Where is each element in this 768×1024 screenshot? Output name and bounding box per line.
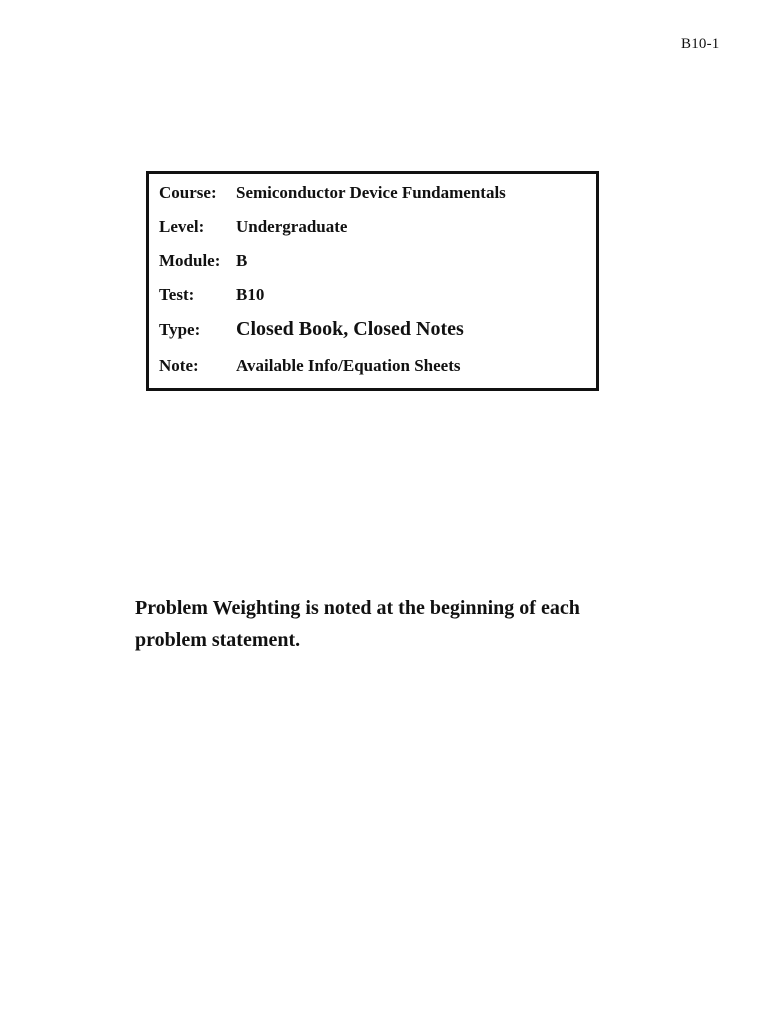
page-id: B10-1 xyxy=(681,36,720,52)
note-row xyxy=(159,356,461,376)
type-label: Type: xyxy=(159,320,201,339)
test-label: Test: xyxy=(159,285,195,304)
module-value: B xyxy=(236,251,248,270)
problem-weighting-note: Problem Weighting is noted at the beginning of each problem statement. xyxy=(135,597,580,651)
course-label: Course: xyxy=(159,183,217,202)
module-row xyxy=(159,251,247,271)
test-row xyxy=(159,285,264,305)
level-row xyxy=(159,217,347,237)
type-row xyxy=(159,318,464,341)
course-info-box xyxy=(146,171,599,391)
course-value: Semiconductor Device Fundamentals xyxy=(236,183,506,202)
test-value: B10 xyxy=(236,285,265,304)
module-label: Module: xyxy=(159,251,221,270)
note-value: Available Info/Equation Sheets xyxy=(236,356,461,375)
level-value: Undergraduate xyxy=(236,217,348,236)
level-label: Level: xyxy=(159,217,205,236)
type-value: Closed Book, Closed Notes xyxy=(236,318,464,340)
course-row xyxy=(159,183,506,203)
note-label: Note: xyxy=(159,356,199,375)
